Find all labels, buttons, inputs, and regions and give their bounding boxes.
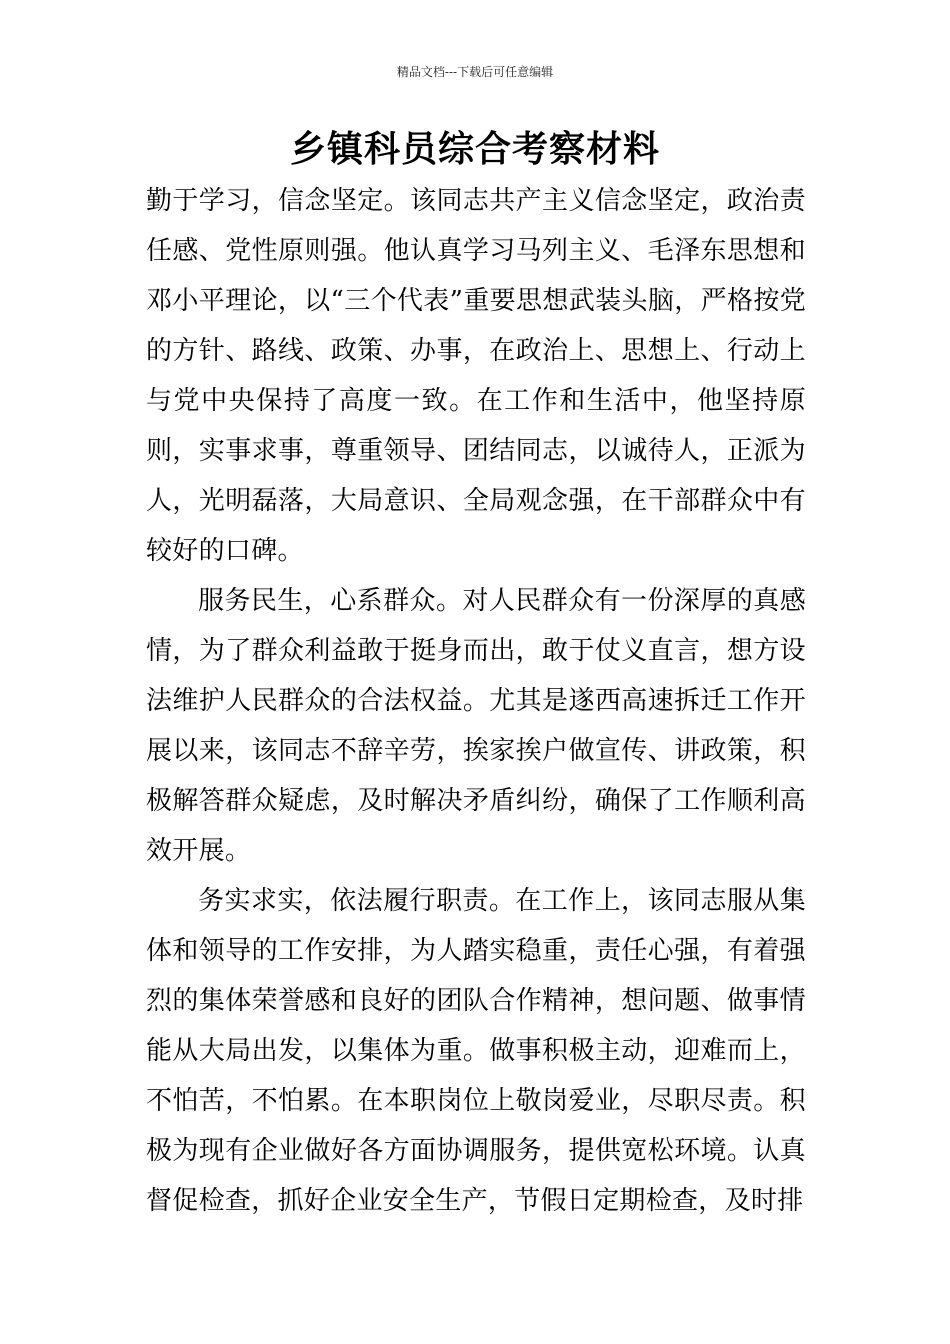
paragraph-3: 务实求实，依法履行职责。在工作上，该同志服从集体和领导的工作安排，为人踏实稳重，责任心强，有着强烈的集体荣誉感和良好的团队合作精神，想问题、做事情能从大局出发，以集体为重。做事积极主动，迎难而上，不怕苦，不怕累。在本职岗位上敬岗爱业，尽职尽责。积极为现有企业做好各方面协调服务，提供宽松环境。认真督促检查，抓好企业安全生产，节假日定期检查，及时排 [146,886,806,1216]
paragraph-2: 服务民生，心系群众。对人民群众有一份深厚的真感情，为了群众利益敢于挺身而出，敢于仗义直言，想方设法维护人民群众的合法权益。尤其是遂西高速拆迁工作开展以来，该同志不辞辛劳，挨家挨户做宣传、讲政策，积极解答群众疑虑，及时解决矛盾纠纷，确保了工作顺利高效开展。 [146,586,806,866]
document-body [146,176,806,1226]
page-header: 精品文档---下载后可任意编辑 [396,65,554,79]
document-title: 乡镇科员综合考察材料 [289,129,660,170]
paragraph-1: 勤于学习，信念坚定。该同志共产主义信念坚定，政治责任感、党性原则强。他认真学习马列主义、毛泽东思想和邓小平理论，以“三个代表”重要思想武装头脑，严格按党的方针、路线、政策、办事，在政治上、思想上、行动上与党中央保持了高度一致。在工作和生活中，他坚持原则，实事求事，尊重领导、团结同志，以诚待人，正派为人，光明磊落，大局意识、全局观念强，在干部群众中有较好的口碑。 [146,186,806,566]
